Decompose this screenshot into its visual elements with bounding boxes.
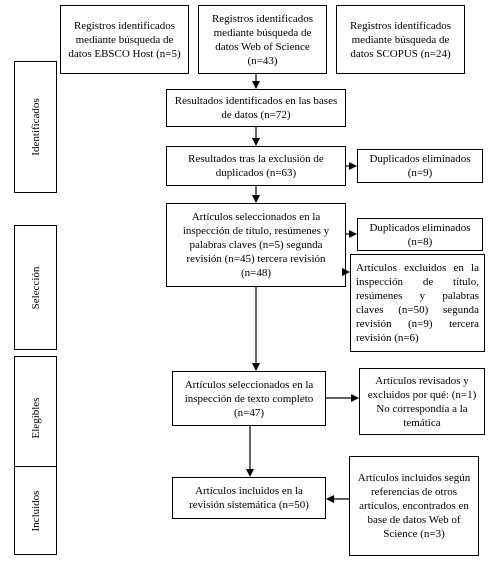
identified-box bbox=[166, 89, 346, 127]
stage-elegibles-label: Elegibles bbox=[29, 397, 42, 439]
after-dedup-box bbox=[166, 146, 346, 186]
source-ebsco-box bbox=[60, 5, 189, 74]
source-wos-text: Registros identificados mediante búsqueda de datos Web of Science (n=43) bbox=[211, 12, 314, 67]
included-text: Artículos incluidos en la revisión sistemática (n=50) bbox=[189, 485, 309, 511]
duplicates-2-box bbox=[357, 218, 483, 251]
source-scopus-box bbox=[336, 5, 465, 74]
screened-box bbox=[166, 203, 346, 287]
excluded-fulltext-box bbox=[359, 368, 485, 435]
excluded-screening-text: Artículos excluidos en la inspección de título, resúmenes y palabras claves (n=50) segunda revisión (n=9) tercera revisión (n=6) bbox=[356, 262, 479, 344]
included-refs-box bbox=[349, 456, 479, 556]
duplicates-1-box bbox=[357, 149, 483, 183]
stage-incluidos-label: Incluidos bbox=[29, 490, 42, 531]
after-dedup-text: Resultados tras la exclusión de duplicados (n=63) bbox=[188, 153, 324, 179]
source-wos-box bbox=[198, 5, 327, 74]
excluded-screening-box bbox=[350, 254, 485, 352]
eligible-text: Artículos seleccionados en la inspección de texto completo (n=47) bbox=[184, 378, 314, 419]
stage-incluidos bbox=[14, 466, 57, 555]
excluded-fulltext-text: Artículos revisados y excluidos por qué: (n=1) No correspondía a la temática bbox=[367, 374, 477, 429]
screened-text: Artículos seleccionados en la inspección de título, resúmenes y palabras claves (n=5) segunda revisión (n=45) tercera revisión (n=48) bbox=[182, 211, 330, 279]
duplicates-2-text: Duplicados eliminados (n=8) bbox=[369, 221, 471, 248]
stage-seleccion bbox=[14, 225, 57, 350]
eligible-box bbox=[172, 371, 326, 426]
stage-elegibles bbox=[14, 356, 57, 480]
included-box bbox=[172, 477, 326, 519]
stage-identificados-label: Identificados bbox=[29, 98, 42, 156]
stage-identificados bbox=[14, 61, 57, 193]
stage-seleccion-label: Selección bbox=[29, 266, 42, 309]
duplicates-1-text: Duplicados eliminados (n=9) bbox=[369, 153, 471, 179]
source-ebsco-text: Registros identificados mediante búsqueda de datos EBSCO Host (n=5) bbox=[68, 19, 181, 60]
identified-text: Resultados identificados en las bases de datos (n=72) bbox=[174, 95, 338, 121]
included-refs-text: Artículos incluidos según referencias de otros artículos, encontrados en base de datos Web of Science (n=3) bbox=[357, 472, 471, 540]
source-scopus-text: Registros identificados mediante búsqueda de datos SCOPUS (n=24) bbox=[349, 19, 452, 60]
